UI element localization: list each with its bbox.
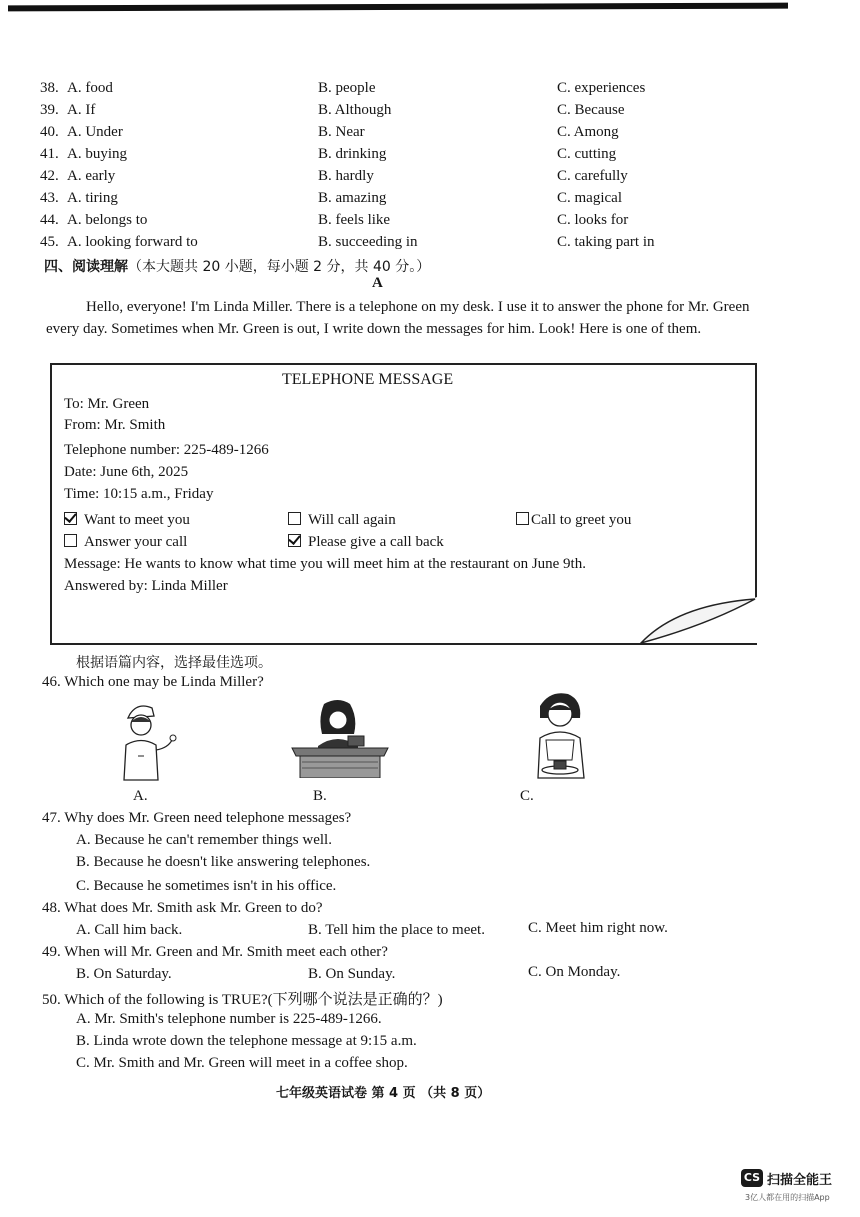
message-phone: Telephone number: 225-489-1266: [64, 442, 269, 458]
option-b: B. Although: [318, 102, 392, 118]
picture-c-label: C.: [520, 788, 534, 804]
q50-option-c: C. Mr. Smith and Mr. Green will meet in a coffee shop.: [76, 1055, 408, 1071]
option-c: C. experiences: [557, 80, 646, 96]
question-49: 49. When will Mr. Green and Mr. Smith meet each other?: [42, 944, 388, 960]
nurse-picture: [108, 700, 182, 784]
q50-option-b: B. Linda wrote down the telephone message at 9:15 a.m.: [76, 1033, 417, 1049]
question-50: 50. Which of the following is TRUE?(下列哪个说法是正确的？): [42, 992, 443, 1008]
checkbox-want-to-meet: Want to meet you: [64, 512, 190, 529]
option-c: C. Because: [557, 102, 625, 118]
option-a: A. If: [67, 102, 96, 118]
q48-option-a: A. Call him back.: [76, 922, 183, 938]
option-b: B. amazing: [318, 190, 387, 206]
checkbox-call-to-greet: Call to greet you: [516, 512, 631, 529]
scanner-brand-name: 扫描全能王: [767, 1173, 833, 1188]
question-46: 46. Which one may be Linda Miller?: [42, 674, 264, 690]
option-c: C. carefully: [557, 168, 628, 184]
waitress-picture: [526, 690, 594, 780]
option-b: B. drinking: [318, 146, 387, 162]
empty-box-icon: [288, 512, 301, 525]
option-b: B. hardly: [318, 168, 374, 184]
page-footer: 七年级英语试卷 第 4 页 （共 8 页）: [276, 1086, 491, 1101]
q48-option-b: B. Tell him the place to meet.: [308, 922, 485, 938]
q49-option-c: C. On Monday.: [528, 964, 621, 980]
office-receptionist-picture: [288, 698, 392, 778]
option-c: C. Among: [557, 124, 619, 140]
checkbox-will-call-again: Will call again: [288, 512, 396, 529]
scanner-tagline: 3亿人都在用的扫描App: [745, 1193, 830, 1202]
q48-option-c: C. Meet him right now.: [528, 920, 668, 936]
message-to: To: Mr. Green: [64, 396, 150, 412]
option-a: A. tiring: [67, 190, 118, 206]
top-edge-bar: [8, 3, 788, 12]
page-curl-icon: [637, 595, 757, 645]
empty-box-icon: [516, 512, 529, 525]
q47-option-b: B. Because he doesn't like answering telephones.: [76, 854, 371, 870]
message-from: From: Mr. Smith: [64, 417, 166, 433]
option-c: C. looks for: [557, 212, 629, 228]
q47-option-a: A. Because he can't remember things well.: [76, 832, 332, 848]
question-48: 48. What does Mr. Smith ask Mr. Green to do?: [42, 900, 323, 916]
option-a: A. buying: [67, 146, 127, 162]
option-c: C. magical: [557, 190, 622, 206]
q49-option-a: B. On Saturday.: [76, 966, 172, 982]
passage-intro: Hello, everyone! I'm Linda Miller. There is a telephone on my desk. I use it to answer the phone for Mr. Green every day. Sometimes when Mr. Green is out, I write down the messages for him. Look! Here is one of them.: [46, 299, 750, 337]
q47-option-c: C. Because he sometimes isn't in his office.: [76, 878, 337, 894]
message-heading: TELEPHONE MESSAGE: [282, 371, 454, 388]
empty-box-icon: [64, 534, 77, 547]
section-heading: [44, 256, 430, 276]
telephone-message-box: [50, 363, 757, 645]
q49-option-b: B. On Sunday.: [308, 966, 396, 982]
passage-letter: A: [372, 275, 383, 291]
option-b: B. feels like: [318, 212, 391, 228]
checkbox-call-back: Please give a call back: [288, 534, 444, 551]
option-a: A. food: [67, 80, 113, 96]
option-b: B. Near: [318, 124, 365, 140]
picture-b-label: B.: [313, 788, 327, 804]
option-a: A. Under: [67, 124, 123, 140]
message-answered-by: Answered by: Linda Miller: [64, 578, 228, 594]
section-note: （本大题共 20 小题，每小题 2 分，共 40 分。）: [128, 259, 431, 275]
option-a: A. early: [67, 168, 116, 184]
section-title: 四、阅读理解: [44, 259, 128, 275]
checked-box-icon: [288, 534, 301, 547]
option-c: C. cutting: [557, 146, 617, 162]
message-date: Date: June 6th, 2025: [64, 464, 189, 480]
option-c: C. taking part in: [557, 234, 655, 250]
message-body: Message: He wants to know what time you will meet him at the restaurant on June 9th.: [64, 556, 586, 572]
option-b: B. people: [318, 80, 376, 96]
scanner-logo-icon: CS: [741, 1169, 763, 1187]
checkbox-answer-call: Answer your call: [64, 534, 187, 551]
q50-option-a: A. Mr. Smith's telephone number is 225-489-1266.: [76, 1011, 382, 1027]
option-a: A. looking forward to: [67, 234, 198, 250]
instruction: 根据语篇内容，选择最佳选项。: [76, 655, 272, 671]
option-a: A. belongs to: [67, 212, 148, 228]
option-b: B. succeeding in: [318, 234, 418, 250]
picture-a-label: A.: [133, 788, 148, 804]
message-time: Time: 10:15 a.m., Friday: [64, 486, 214, 502]
checked-box-icon: [64, 512, 77, 525]
question-47: 47. Why does Mr. Green need telephone messages?: [42, 810, 352, 826]
